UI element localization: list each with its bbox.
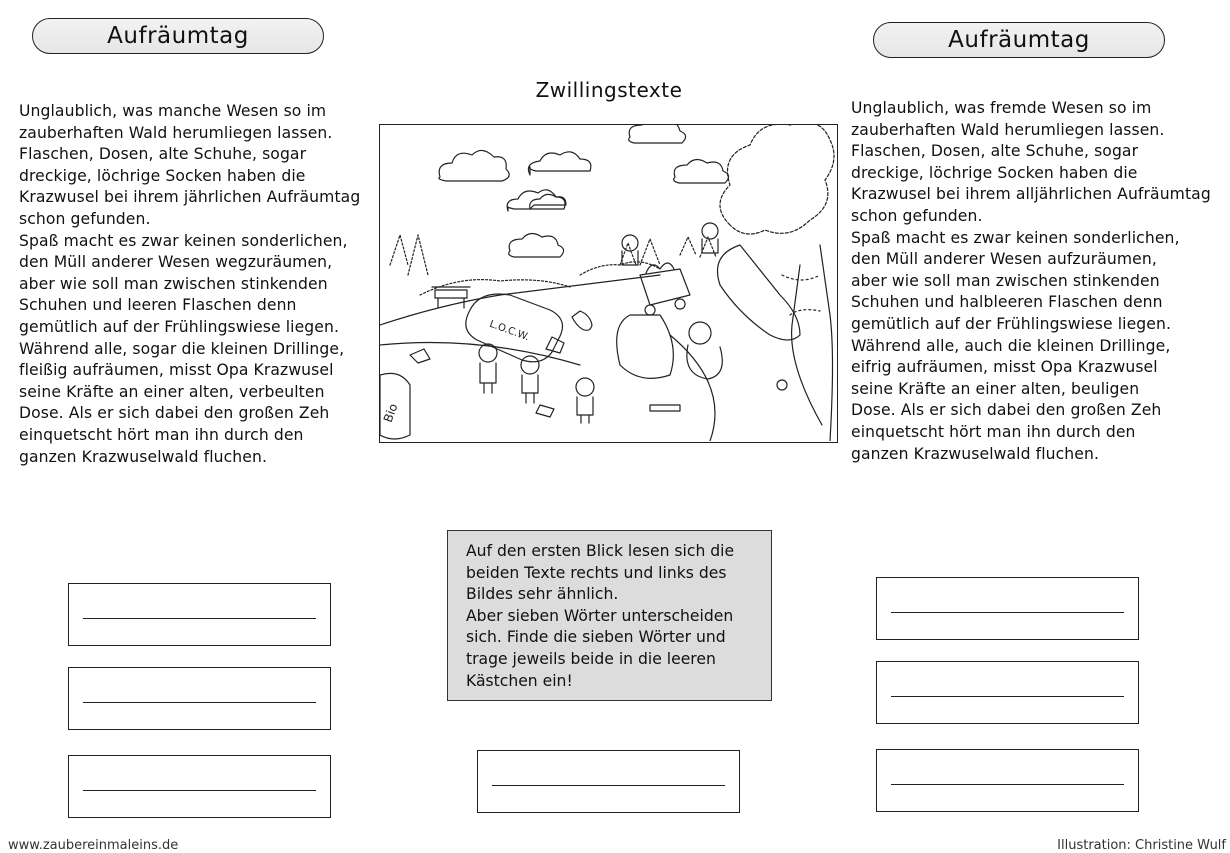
bottle-label: L.O.C.W.	[487, 318, 531, 344]
answer-line	[83, 618, 316, 619]
creature-icon	[479, 344, 497, 393]
cloud-icon	[629, 125, 686, 143]
shoe-icon	[718, 245, 801, 340]
left-title	[32, 18, 324, 54]
forest-icon	[390, 235, 716, 295]
answer-box-1[interactable]	[68, 583, 331, 646]
creature-icon	[622, 235, 638, 265]
sack-icon	[617, 315, 674, 378]
worksheet-subtitle: Zwillingstexte	[535, 78, 683, 102]
answer-line	[891, 612, 1124, 613]
cloud-icon	[439, 150, 509, 181]
answer-box-5[interactable]	[876, 577, 1139, 640]
cloud-icon	[528, 152, 591, 175]
creature-icon	[521, 356, 539, 403]
right-story-text: Unglaublich, was fremde Wesen so im zauberhaften Wald herumliegen lassen. Flaschen, Dosen, alte Schuhe, sogar dreckige, löchrige Socken haben die Krazwusel bei ihrem alljährlichen Aufräumtag schon gefunden. Spaß macht es zwar keinen sonderlichen, den Müll anderer Wesen aufzuräumen, aber wie soll man zwischen stinkenden Schuhen und halbleeren Flaschen denn gemütlich auf der Frühlingswiese liegen. Während alle, auch die kleinen Drillinge, eifrig aufräumen, misst Opa Krazwusel seine Kräfte an einer alten, beuligen Dose. Als er sich dabei den großen Zeh einquetscht hört man ihn durch den ganzen Krazwuselwald fluchen.	[851, 99, 1211, 463]
creature-icon	[702, 223, 718, 253]
right-title-text: Aufräumtag	[948, 27, 1090, 53]
answer-box-3[interactable]	[68, 755, 331, 818]
answer-box-6[interactable]	[876, 661, 1139, 724]
answer-box-2[interactable]	[68, 667, 331, 730]
cloud-icon	[509, 233, 564, 257]
left-title-text: Aufräumtag	[107, 23, 249, 49]
instructions-box: Auf den ersten Blick lesen sich die beiden Texte rechts und links des Bildes sehr ähnlich. Aber sieben Wörter unterscheiden sich. Finde die sieben Wörter und trage jeweils beide in die leeren Kästchen ein!	[447, 530, 772, 701]
can-label: Bio	[380, 401, 401, 425]
footer-credit: Illustration: Christine Wulf	[1057, 838, 1226, 853]
answer-line	[891, 696, 1124, 697]
answer-line	[492, 785, 725, 786]
sock-icon	[572, 311, 592, 330]
footer-website: www.zaubereinmaleins.de	[8, 838, 179, 853]
stone-icon	[777, 380, 787, 390]
cart-icon	[640, 263, 690, 315]
can-icon	[380, 373, 410, 439]
answer-line	[891, 784, 1124, 785]
answer-line	[83, 790, 316, 791]
cleanup-day-illustration	[379, 124, 838, 443]
answer-box-4[interactable]	[477, 750, 740, 813]
tree-icon	[720, 125, 834, 441]
creature-icon	[687, 322, 722, 379]
answer-box-7[interactable]	[876, 749, 1139, 812]
left-story-text: Unglaublich, was manche Wesen so im zauberhaften Wald herumliegen lassen. Flaschen, Dosen, alte Schuhe, sogar dreckige, löchrige Socken haben die Krazwusel bei ihrem jährlichen Aufräumtag schon gefunden. Spaß macht es zwar keinen sonderlichen, den Müll anderer Wesen wegzuräumen, aber wie soll man zwischen stinkenden Schuhen und leeren Flaschen denn gemütlich auf der Frühlingswiese liegen. Während alle, sogar die kleinen Drillinge, fleißig aufräumen, misst Opa Krazwusel seine Kräfte an einer alten, verbeulten Dose. Als er sich dabei den großen Zeh einquetscht hört man ihn durch den ganzen Krazwuselwald fluchen.	[19, 102, 361, 466]
answer-line	[83, 702, 316, 703]
cloud-icon	[674, 159, 729, 183]
creature-icon	[576, 378, 594, 423]
cloud-icon	[530, 194, 566, 209]
cloud-icon	[507, 190, 565, 211]
bottle-icon	[466, 294, 564, 362]
right-title	[873, 22, 1165, 58]
